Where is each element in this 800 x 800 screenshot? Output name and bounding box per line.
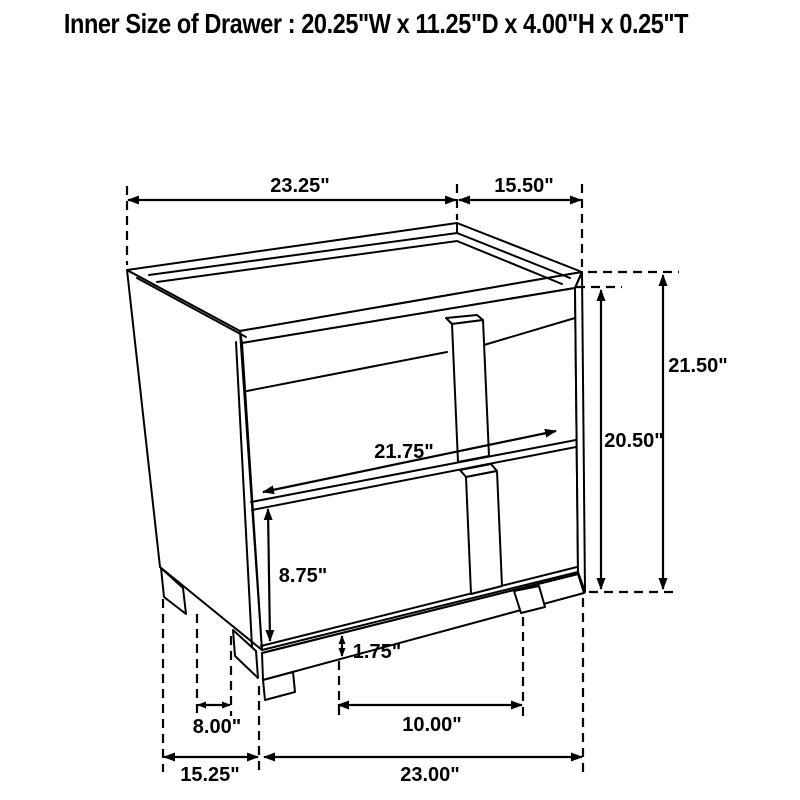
dim-case-height-label: 20.50" xyxy=(604,430,664,452)
dim-side-foot-gap-label: 8.00" xyxy=(192,716,242,738)
dim-base-rail-height-label: 1.75" xyxy=(352,641,402,663)
handle-strip-lower xyxy=(466,471,502,594)
page-title: Inner Size of Drawer : 20.25"W x 11.25"D x 4.00"H x 0.25"T xyxy=(63,8,689,39)
dim-front-foot-gap-label: 10.00" xyxy=(402,714,462,736)
dim-lower-drawer-height-label: 8.75" xyxy=(278,565,328,587)
dim-floor-depth-label: 15.25" xyxy=(180,764,240,786)
handle-strip-upper xyxy=(452,320,489,462)
dim-floor-width-label: 23.00" xyxy=(400,764,460,786)
dim-overall-height-label: 21.50" xyxy=(668,355,728,377)
nightstand-drawing xyxy=(127,223,585,700)
dim-drawer-face-width-label: 21.75" xyxy=(374,441,434,463)
dim-top-width-label: 23.25" xyxy=(270,175,330,197)
dim-top-depth-label: 15.50" xyxy=(494,175,554,197)
